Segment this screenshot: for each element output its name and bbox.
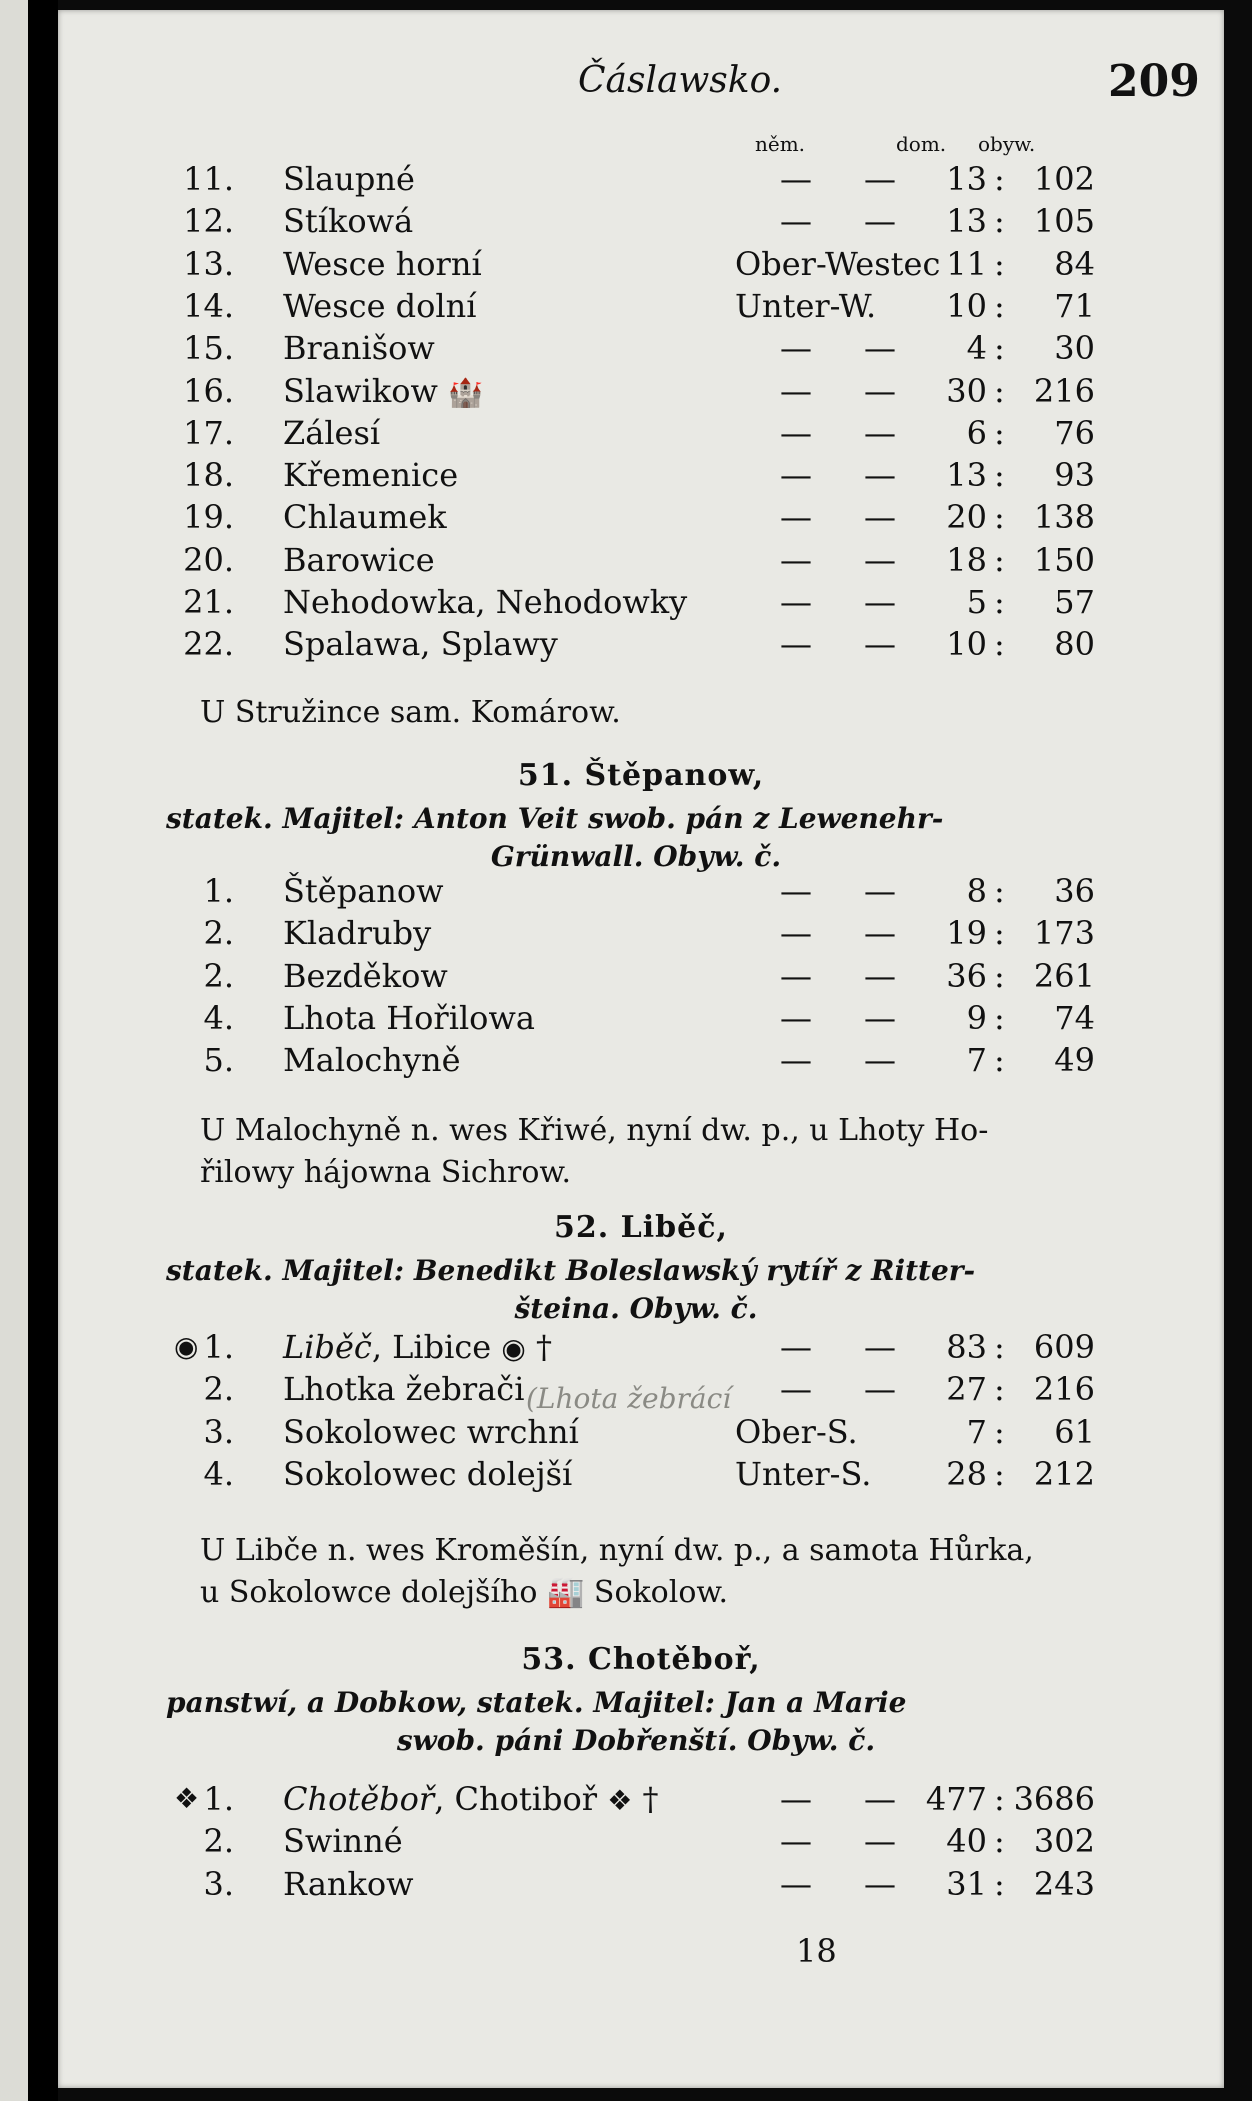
section-52-description — [166, 1252, 1106, 1328]
place-name — [283, 372, 483, 410]
colon-separator: : — [994, 1454, 1005, 1493]
house-count: 13 — [946, 202, 987, 241]
church-cross-icon: † — [642, 1780, 659, 1818]
section-52-title: 52. Liběč, — [554, 1210, 728, 1245]
table-row — [58, 914, 1224, 956]
place-name — [283, 583, 687, 621]
colon-separator: : — [994, 540, 1005, 579]
table-row — [58, 872, 1224, 914]
dash-right: — — [864, 456, 896, 495]
colon-separator: : — [994, 956, 1005, 995]
population-count: 49 — [1054, 1041, 1095, 1080]
castle-icon: 🏰 — [448, 375, 483, 409]
row-number: 19. — [183, 498, 234, 537]
house-count: 18 — [946, 540, 987, 579]
dash-right: — — [864, 498, 896, 537]
row-number: 3. — [203, 1412, 234, 1451]
section-52-note — [200, 1530, 1100, 1614]
row-number: 4. — [203, 1454, 234, 1493]
row-number: 2. — [203, 914, 234, 953]
page-header-title: Čáslawsko. — [578, 60, 783, 101]
row-number: 22. — [183, 625, 234, 664]
table-row — [58, 498, 1224, 540]
place-name-text: Wesce horní — [283, 244, 482, 283]
population-count: 76 — [1054, 413, 1095, 452]
dash-left: — — [780, 202, 812, 241]
population-count: 93 — [1054, 456, 1095, 495]
section-52-note-line2a: u Sokolowce dolejšího — [200, 1575, 538, 1610]
row-number: 17. — [183, 413, 234, 452]
printer-signature: 18 — [796, 1932, 837, 1970]
place-name-text: Rankow — [283, 1864, 414, 1903]
place-name — [283, 1822, 403, 1860]
dash-left: — — [780, 914, 812, 953]
place-name-text: Sokolowec wrchní — [283, 1412, 579, 1451]
population-count: 609 — [1033, 1328, 1095, 1366]
place-name-primary: Chotěboř — [283, 1780, 435, 1818]
place-name-alt: , Chotiboř — [434, 1780, 598, 1818]
row-number: 3. — [203, 1864, 234, 1903]
colon-separator: : — [994, 583, 1005, 621]
table-row — [58, 287, 1224, 329]
population-count: 216 — [1033, 1370, 1095, 1409]
place-name — [283, 957, 448, 995]
dash-left: — — [780, 540, 812, 579]
place-name-text: Kladruby — [283, 914, 432, 953]
table-row — [58, 1041, 1224, 1083]
colon-separator: : — [994, 998, 1005, 1037]
population-count: 61 — [1054, 1412, 1095, 1451]
table-row — [58, 202, 1224, 244]
table-row — [58, 1413, 1224, 1455]
population-count: 173 — [1033, 914, 1095, 953]
row-number: 21. — [183, 583, 234, 621]
population-count: 3686 — [1013, 1780, 1095, 1818]
table-row — [58, 999, 1224, 1041]
table-row — [58, 1865, 1224, 1907]
table-row — [58, 541, 1224, 583]
section-53-description — [166, 1684, 1106, 1760]
house-count: 28 — [946, 1454, 987, 1493]
place-name — [283, 414, 380, 452]
table-row — [58, 1780, 1224, 1822]
population-count: 36 — [1054, 872, 1095, 910]
population-count: 30 — [1054, 329, 1095, 368]
place-name-text: Štěpanow — [283, 872, 444, 910]
population-count: 105 — [1033, 202, 1095, 241]
section-51-desc-line1: statek. Majitel: Anton Veit swob. pán z Lewenehr- — [166, 802, 944, 835]
section-51-desc-line2: Grünwall. Obyw. č. — [490, 840, 782, 873]
section-51-note-line2: řilowy hájowna Sichrow. — [200, 1155, 572, 1190]
place-name-text: Chlaumek — [283, 498, 447, 537]
place-name — [283, 1328, 552, 1366]
row-number: 13. — [183, 244, 234, 283]
table-row — [58, 372, 1224, 414]
colon-separator: : — [994, 202, 1005, 241]
house-count: 10 — [946, 286, 987, 325]
row-number: 12. — [183, 202, 234, 241]
house-count: 7 — [966, 1412, 987, 1451]
dash-right: — — [864, 329, 896, 368]
place-name — [283, 160, 415, 198]
house-count: 4 — [966, 329, 987, 368]
table-row — [58, 625, 1224, 667]
dash-right: — — [864, 583, 896, 621]
place-name — [283, 1780, 659, 1818]
table-row — [58, 1328, 1224, 1370]
place-name-text: Barowice — [283, 540, 435, 579]
place-name-text: Sokolowec dolejší — [283, 1454, 573, 1493]
place-name — [283, 287, 477, 325]
row-number: 1. — [203, 872, 234, 910]
place-name-text: Nehodowka, Nehodowky — [283, 583, 688, 621]
house-count: 13 — [946, 160, 987, 198]
population-count: 150 — [1033, 540, 1095, 579]
handwritten-annotation: (Lhota žebrácí — [526, 1382, 732, 1415]
population-count: 57 — [1054, 583, 1095, 621]
dash-right: — — [864, 998, 896, 1037]
house-count: 7 — [966, 1041, 987, 1080]
section-52-note-line2b: Sokolow. — [593, 1575, 729, 1610]
row-number: 1. — [203, 1328, 234, 1366]
place-name-text: Slaupné — [283, 160, 415, 198]
factory-icon: 🏭 — [546, 1575, 585, 1610]
colon-separator: : — [994, 498, 1005, 537]
section-top-note: U Stružince sam. Komárow. — [200, 695, 621, 730]
seat-symbol-icon: ◉ — [174, 1330, 199, 1363]
place-name-text: Křemenice — [283, 456, 459, 495]
row-number: 15. — [183, 329, 234, 368]
colon-separator: : — [994, 1412, 1005, 1451]
colon-separator: : — [994, 1328, 1005, 1366]
section-53-desc-line1: panstwí, a Dobkow, statek. Majitel: Jan a Marie — [166, 1686, 907, 1719]
house-count: 9 — [966, 998, 987, 1037]
table-row — [58, 957, 1224, 999]
dash-right: — — [864, 872, 896, 910]
place-name — [283, 999, 535, 1037]
dash-left: — — [780, 1370, 812, 1409]
section-53-title: 53. Chotěboř, — [521, 1642, 761, 1677]
house-count: 40 — [946, 1822, 987, 1861]
house-count: 8 — [966, 872, 987, 910]
population-count: 84 — [1054, 244, 1095, 283]
dash-left: — — [780, 160, 812, 198]
place-name-alt: , Libice — [371, 1328, 492, 1366]
dash-left: — — [780, 371, 812, 410]
dash-right: — — [864, 371, 896, 410]
column-header-nem: něm. — [755, 132, 806, 156]
house-count: 19 — [946, 914, 987, 953]
dash-left: — — [780, 1328, 812, 1366]
dash-right: — — [864, 1041, 896, 1080]
row-number: 1. — [203, 1780, 234, 1818]
section-51-description — [166, 800, 1106, 876]
population-count: 74 — [1054, 998, 1095, 1037]
section-52-desc-line2: šteina. Obyw. č. — [514, 1292, 758, 1325]
column-header-obyw: obyw. — [978, 132, 1036, 156]
dash-right: — — [864, 1370, 896, 1409]
population-count: 80 — [1054, 625, 1095, 664]
row-number: 2. — [203, 956, 234, 995]
row-number: 5. — [203, 1041, 234, 1080]
population-count: 261 — [1033, 956, 1095, 995]
house-count: 5 — [966, 583, 987, 621]
place-name — [283, 625, 558, 663]
section-52-note-line2 — [200, 1572, 1100, 1614]
house-count: 20 — [946, 498, 987, 537]
dash-left: — — [780, 1864, 812, 1903]
colon-separator: : — [994, 456, 1005, 495]
place-name-text: Zálesí — [283, 413, 381, 452]
colon-separator: : — [994, 1822, 1005, 1861]
seat-symbol-icon: ❖ — [174, 1782, 200, 1815]
place-name-text: Wesce dolní — [283, 286, 477, 325]
dash-left: — — [780, 1780, 812, 1818]
row-number: 2. — [203, 1370, 234, 1409]
place-name-text: Swinné — [283, 1822, 403, 1861]
dash-left: — — [780, 498, 812, 537]
place-name-text: Lhotka žebrači — [283, 1370, 525, 1409]
row-number: 4. — [203, 998, 234, 1037]
place-name — [283, 541, 435, 579]
dash-left: — — [780, 583, 812, 621]
place-name — [283, 914, 431, 952]
house-count: 11 — [946, 244, 987, 283]
place-name — [283, 329, 435, 367]
church-cross-icon: † — [536, 1328, 553, 1366]
left-page-edge — [0, 0, 28, 2101]
house-count: 83 — [946, 1328, 987, 1366]
table-row — [58, 1822, 1224, 1864]
house-count: 30 — [946, 371, 987, 410]
house-count: 13 — [946, 456, 987, 495]
place-name-text: Malochyně — [283, 1041, 461, 1080]
table-row — [58, 329, 1224, 371]
dash-left: — — [780, 456, 812, 495]
colon-separator: : — [994, 1780, 1005, 1818]
row-number: 2. — [203, 1822, 234, 1861]
place-name — [283, 1865, 414, 1903]
colon-separator: : — [994, 1370, 1005, 1409]
dash-right: — — [864, 540, 896, 579]
population-count: 212 — [1033, 1454, 1095, 1493]
place-name-primary: Liběč — [283, 1328, 372, 1366]
section-53-desc-line2: swob. páni Dobřenští. Obyw. č. — [396, 1724, 876, 1757]
german-name: Ober-Westec — [735, 244, 941, 283]
colon-separator: : — [994, 1041, 1005, 1080]
page-number: 209 — [1108, 56, 1200, 107]
table-row — [58, 583, 1224, 625]
dash-right: — — [864, 1864, 896, 1903]
section-51-title: 51. Štěpanow, — [517, 758, 765, 793]
place-name — [283, 1413, 579, 1451]
population-count: 71 — [1054, 286, 1095, 325]
dash-left: — — [780, 1041, 812, 1080]
dash-left: — — [780, 625, 812, 664]
colon-separator: : — [994, 1864, 1005, 1903]
dash-left: — — [780, 998, 812, 1037]
colon-separator: : — [994, 160, 1005, 198]
house-count: 31 — [946, 1864, 987, 1903]
population-count: 302 — [1033, 1822, 1095, 1861]
row-number: 16. — [183, 371, 234, 410]
colon-separator: : — [994, 872, 1005, 910]
place-name-text: Spalawa, Splawy — [283, 625, 558, 664]
colon-separator: : — [994, 413, 1005, 452]
dash-right: — — [864, 160, 896, 198]
row-number: 18. — [183, 456, 234, 495]
place-name-text: Slawikow — [283, 371, 438, 410]
population-count: 138 — [1033, 498, 1095, 537]
place-name — [283, 202, 413, 240]
dash-left: — — [780, 1822, 812, 1861]
dash-right: — — [864, 914, 896, 953]
seat-symbol-icon: ◉ — [501, 1332, 526, 1365]
colon-separator: : — [994, 914, 1005, 953]
place-name-text: Bezděkow — [283, 956, 448, 995]
place-name — [283, 1455, 572, 1493]
place-name — [283, 872, 444, 910]
place-name — [283, 245, 482, 283]
dash-left: — — [780, 329, 812, 368]
colon-separator: : — [994, 371, 1005, 410]
row-number: 11. — [183, 160, 234, 198]
section-51-note — [200, 1110, 1100, 1194]
place-name-text: Branišow — [283, 329, 435, 368]
table-row — [58, 456, 1224, 498]
table-row — [58, 1455, 1224, 1497]
place-name-text: Stíkowá — [283, 202, 414, 241]
book-gutter — [28, 0, 58, 2101]
section-51-note-line1: U Malochyně n. wes Křiwé, nyní dw. p., u Lhoty Ho- — [200, 1113, 989, 1148]
section-52-desc-line1: statek. Majitel: Benedikt Boleslawský rytíř z Ritter- — [166, 1254, 976, 1287]
dash-right: — — [864, 956, 896, 995]
dash-left: — — [780, 872, 812, 910]
house-count: 10 — [946, 625, 987, 664]
german-name: Unter-W. — [735, 286, 877, 325]
house-count: 36 — [946, 956, 987, 995]
dash-left: — — [780, 956, 812, 995]
dash-right: — — [864, 202, 896, 241]
colon-separator: : — [994, 329, 1005, 368]
colon-separator: : — [994, 244, 1005, 283]
seat-symbol-icon: ❖ — [607, 1784, 633, 1817]
table-row — [58, 245, 1224, 287]
house-count: 477 — [925, 1780, 987, 1818]
dash-right: — — [864, 1780, 896, 1818]
population-count: 102 — [1033, 160, 1095, 198]
dash-right: — — [864, 1822, 896, 1861]
place-name — [283, 1041, 461, 1079]
dash-right: — — [864, 625, 896, 664]
german-name: Unter-S. — [735, 1454, 872, 1493]
population-count: 216 — [1033, 371, 1095, 410]
place-name — [283, 1370, 524, 1408]
place-name — [283, 456, 458, 494]
section-52-note-line1: U Libče n. wes Kroměšín, nyní dw. p., a samota Hůrka, — [200, 1533, 1034, 1568]
house-count: 6 — [966, 413, 987, 452]
dash-left: — — [780, 413, 812, 452]
house-count: 27 — [946, 1370, 987, 1409]
place-name — [283, 498, 447, 536]
row-number: 14. — [183, 286, 234, 325]
colon-separator: : — [994, 625, 1005, 664]
book-page — [58, 10, 1224, 2088]
dash-right: — — [864, 1328, 896, 1366]
column-header-dom: dom. — [896, 132, 947, 156]
table-row — [58, 160, 1224, 202]
table-row — [58, 414, 1224, 456]
colon-separator: : — [994, 286, 1005, 325]
row-number: 20. — [183, 540, 234, 579]
german-name: Ober-S. — [735, 1412, 858, 1451]
population-count: 243 — [1033, 1864, 1095, 1903]
place-name-text: Lhota Hořilowa — [283, 998, 535, 1037]
dash-right: — — [864, 413, 896, 452]
